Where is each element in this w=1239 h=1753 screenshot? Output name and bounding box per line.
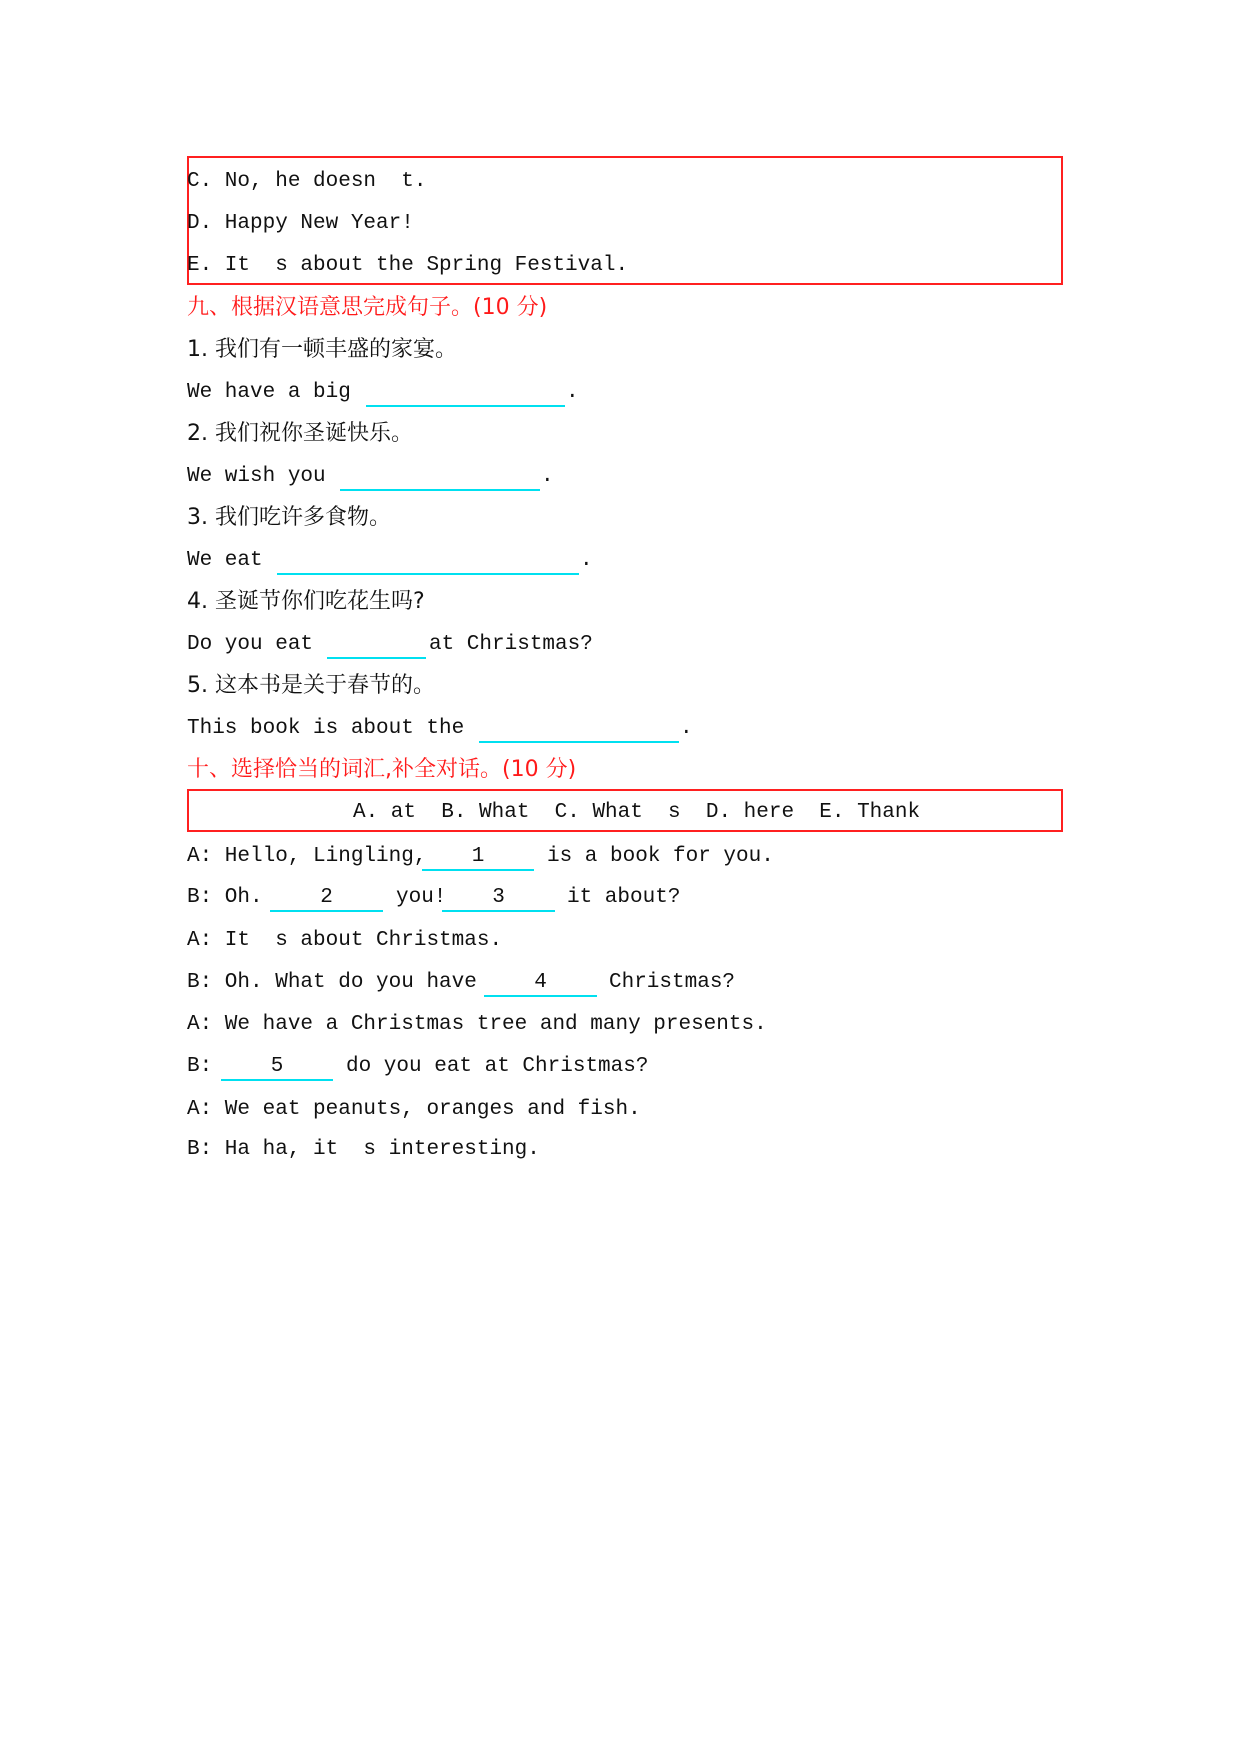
dialog-blank-2[interactable]: 2 bbox=[270, 886, 383, 912]
item-1-english: We have a big bbox=[187, 381, 351, 404]
dialog-line-1-tail: is a book for you. bbox=[547, 845, 774, 868]
item-1-blank[interactable] bbox=[366, 381, 565, 407]
option-e: E. It s about the Spring Festival. bbox=[187, 254, 629, 277]
item-2-chinese: 2. 我们祝你圣诞快乐。 bbox=[187, 421, 413, 446]
dialog-line-3: A: It s about Christmas. bbox=[187, 929, 503, 952]
dialog-blank-5[interactable]: 5 bbox=[221, 1055, 333, 1081]
item-4-chinese: 4. 圣诞节你们吃花生吗? bbox=[187, 589, 425, 614]
item-5-english: This book is about the bbox=[187, 717, 465, 740]
dialog-line-5: A: We have a Christmas tree and many presents. bbox=[187, 1013, 767, 1036]
dialog-line-4-tail: Christmas? bbox=[609, 971, 736, 994]
dialog-line-4: B: Oh. What do you have bbox=[187, 971, 477, 994]
dialog-blank-4[interactable]: 4 bbox=[484, 971, 597, 997]
dialog-line-2-tail: it about? bbox=[567, 886, 681, 909]
item-4-tail: at Christmas? bbox=[429, 633, 593, 656]
item-3-tail: . bbox=[580, 549, 593, 572]
item-2-english: We wish you bbox=[187, 465, 326, 488]
dialog-line-2: B: Oh. bbox=[187, 886, 263, 909]
item-3-english: We eat bbox=[187, 549, 263, 572]
item-5-tail: . bbox=[680, 717, 693, 740]
section-9-title: 九、根据汉语意思完成句子。(10 分) bbox=[187, 295, 548, 320]
item-2-blank[interactable] bbox=[340, 465, 540, 491]
section-10-title: 十、选择恰当的词汇,补全对话。(10 分) bbox=[187, 757, 577, 782]
dialog-blank-1[interactable]: 1 bbox=[422, 845, 534, 871]
item-5-chinese: 5. 这本书是关于春节的。 bbox=[187, 673, 435, 698]
dialog-line-6-tail: do you eat at Christmas? bbox=[346, 1055, 649, 1078]
item-5-blank[interactable] bbox=[479, 717, 679, 743]
item-3-blank[interactable] bbox=[277, 549, 579, 575]
item-2-tail: . bbox=[541, 465, 554, 488]
dialog-line-8: B: Ha ha, it s interesting. bbox=[187, 1138, 540, 1161]
item-4-blank[interactable] bbox=[327, 633, 426, 659]
option-d: D. Happy New Year! bbox=[187, 212, 414, 235]
dialog-blank-3[interactable]: 3 bbox=[442, 886, 555, 912]
word-bank: A. at B. What C. What s D. here E. Thank bbox=[353, 801, 921, 824]
dialog-line-7: A: We eat peanuts, oranges and fish. bbox=[187, 1098, 641, 1121]
item-1-chinese: 1. 我们有一顿丰盛的家宴。 bbox=[187, 337, 457, 362]
option-c: C. No, he doesn t. bbox=[187, 170, 427, 193]
item-1-tail: . bbox=[566, 381, 579, 404]
item-3-chinese: 3. 我们吃许多食物。 bbox=[187, 505, 391, 530]
item-4-english: Do you eat bbox=[187, 633, 314, 656]
dialog-line-1: A: Hello, Lingling, bbox=[187, 845, 427, 868]
dialog-line-6: B: bbox=[187, 1055, 213, 1078]
dialog-line-2-mid: you! bbox=[396, 886, 447, 909]
